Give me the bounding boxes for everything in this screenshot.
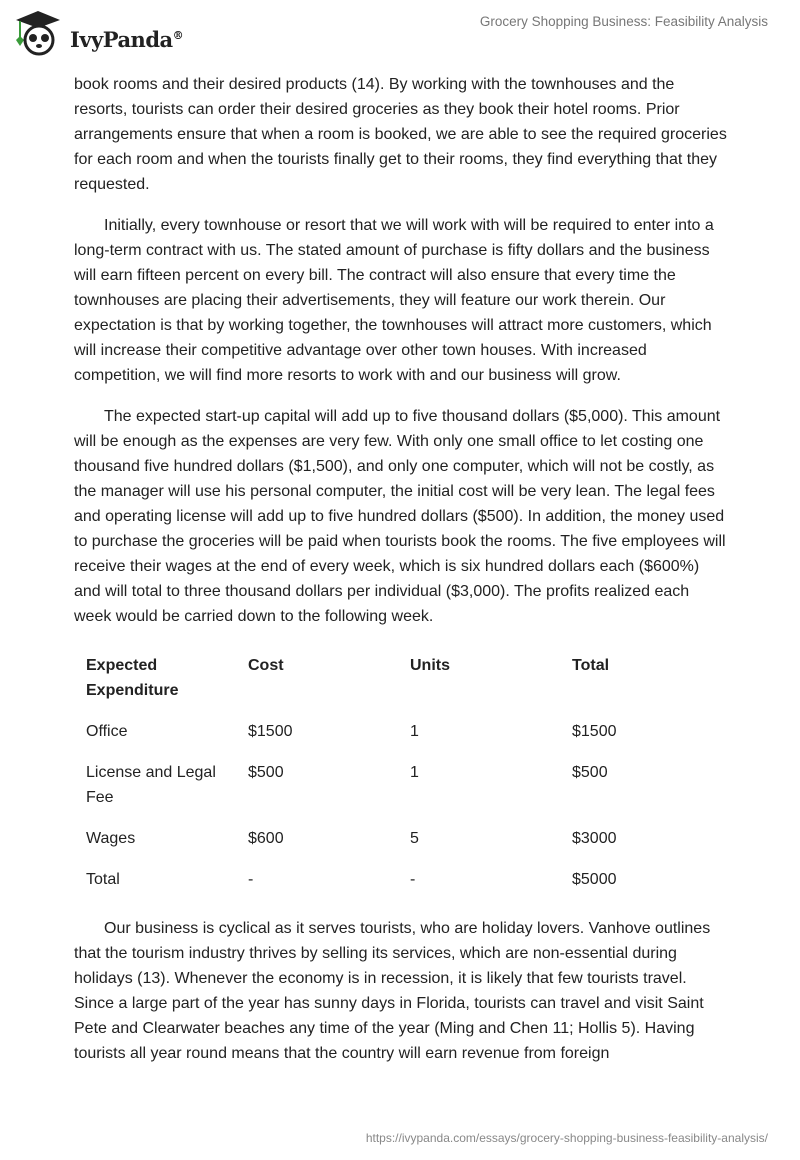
paragraph: Initially, every townhouse or resort that we will work with will be required to enter into a long-term contract with us. The stated amount of purchase is fifty dollars and the business will earn fifteen percent on every bill. The contract will also ensure that every time the townhouses are placing their advertisements, they will feature our work therein. Our expectation is that by working together, the townhouses will attract more customers, which will increase their competitive advantage over other town houses. With increased competition, we will find more resorts to work with and our business will grow. — [74, 217, 714, 384]
table-cell: $1500 — [248, 723, 293, 740]
ivypanda-logo[interactable] — [12, 8, 183, 56]
source-url[interactable]: https://ivypanda.com/essays/grocery-shopping-business-feasibility-analysis/ — [365, 1131, 768, 1145]
panda-logo-icon — [12, 8, 64, 56]
paragraph: The expected start-up capital will add up to five thousand dollars ($5,000). This amount will be enough as the expenses are very few. With only one small office to let costing one thousand five hundred dollars ($1,500), and only one computer, which will not be costly, as the manager will use his personal computer, the initial cost will be very lean. The legal fees and operating license will add up to five hundred dollars ($500). In addition, the money used to purchase the groceries will be paid when tourists book the rooms. The five employees will receive their wages at the end of every week, which is six hundred dollars each ($600%) and will total to three thousand dollars per individual ($3,000). The profits realized each week would be carried down to the following week. — [74, 408, 726, 625]
page-header — [0, 0, 800, 60]
table-cell: 1 — [410, 764, 419, 781]
column-header: Total — [572, 657, 610, 674]
table-cell: $600 — [248, 830, 284, 847]
table-row — [78, 818, 726, 859]
column-header: Units — [410, 657, 450, 674]
registered-mark: ® — [172, 28, 184, 42]
table-cell: Wages — [86, 830, 136, 847]
table-cell: License and Legal Fee — [86, 764, 216, 806]
table-cell: Office — [86, 723, 128, 740]
document-title: Grocery Shopping Business: Feasibility Analysis — [479, 14, 768, 29]
table-cell: 5 — [410, 830, 419, 847]
table-cell: $3000 — [572, 830, 617, 847]
logo-text: IvyPanda — [70, 26, 173, 52]
table-cell: 1 — [410, 723, 419, 740]
table-cell: - — [248, 871, 254, 888]
essay-body — [74, 72, 730, 1082]
table-row — [78, 752, 726, 818]
paragraph: book rooms and their desired products (14). By working with the townhouses and the resorts, tourists can order their desired groceries as they book their hotel rooms. Prior arrangements ensure that when a room is booked, we are able to see the required groceries for each room and when the tourists finally get to their rooms, they find everything that they requested. — [74, 76, 727, 193]
table-row — [78, 859, 726, 900]
column-header: Cost — [248, 657, 284, 674]
table-cell: Total — [86, 871, 120, 888]
table-row — [78, 711, 726, 752]
table-cell: - — [410, 871, 416, 888]
table-cell: $5000 — [572, 871, 617, 888]
table-header-row — [78, 645, 726, 711]
table-cell: $500 — [248, 764, 284, 781]
table-cell: $1500 — [572, 723, 617, 740]
table-cell: $500 — [572, 764, 608, 781]
expenditure-table — [78, 645, 726, 900]
column-header: Expected Expenditure — [86, 657, 179, 699]
paragraph: Our business is cyclical as it serves tourists, who are holiday lovers. Vanhove outlines that the tourism industry thrives by selling its services, which are non-essential during holidays (13). Whenever the economy is in recession, it is likely that few tourists travel. Since a large part of the year has sunny days in Florida, tourists can travel and visit Saint Pete and Clearwater beaches any time of the year (Ming and Chen 11; Hollis 5). Having tourists all year round means that the country will earn revenue from foreign — [74, 920, 711, 1062]
